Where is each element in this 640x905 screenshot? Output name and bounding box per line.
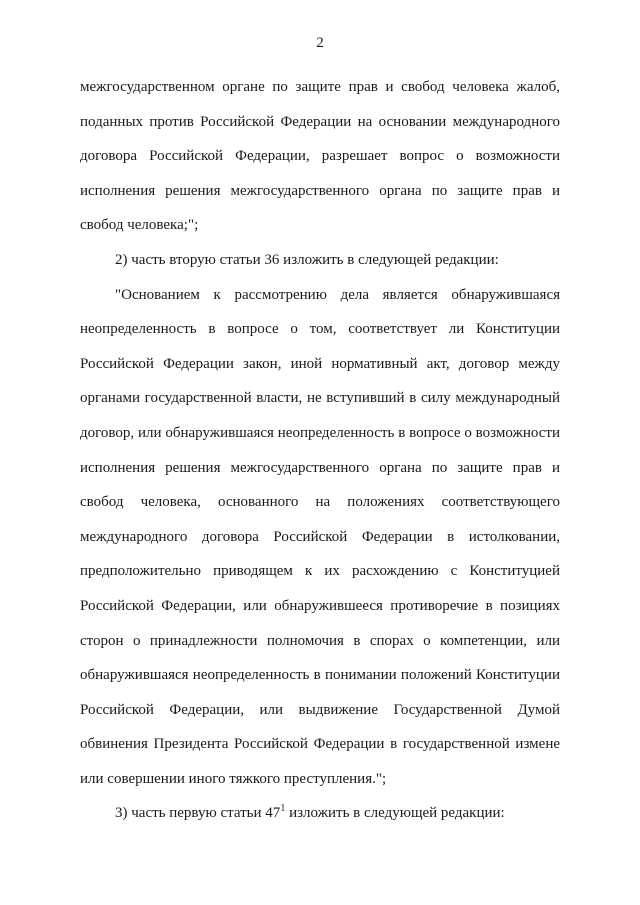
paragraph-amendment-2: 2) часть вторую статьи 36 изложить в следующей редакции: bbox=[115, 251, 499, 268]
article-superscript: 1 bbox=[280, 803, 286, 815]
amendment-3-text: 3) часть первую статьи 47 bbox=[115, 805, 281, 822]
amendment-3-text-end: изложить в следующей редакции: bbox=[285, 805, 505, 822]
paragraph-amendment-3 bbox=[80, 796, 560, 831]
document-body bbox=[80, 70, 560, 831]
paragraph-continuation: межгосударственном органе по защите прав и свобод человека жалоб, поданных против Российской Федерации на основании международного договора Российской Федерации, разрешает вопрос о возможности исполнения решения межгосударственного органа по защите прав и свобод человека;"; bbox=[80, 79, 560, 234]
paragraph-quoted-text: "Основанием к рассмотрению дела является обнаружившаяся неопределенность в вопросе о том, соответствует ли Конституции Российской Федерации закон, иной нормативный акт, договор между органами государственной власти, не вступивший в силу международный договор, или обнаружившаяся неопределенность в вопросе о возможности исполнения решения межгосударственного органа по защите прав и свобод человека, основанного на положениях соответствующего международного договора Российской Федерации в истолковании, предположительно приводящем к их расхождению с Конституцией Российской Федерации, или обнаружившееся противоречие в позициях сторон о принадлежности полномочия в спорах о компетенции, или обнаружившаяся неопределенность в понимании положений Конституции Российской Федерации, или выдвижение Государственной Думой обвинения Президента Российской Федерации в государственной измене или совершении иного тяжкого преступления."; bbox=[80, 286, 560, 787]
page-number: 2 bbox=[316, 35, 324, 51]
